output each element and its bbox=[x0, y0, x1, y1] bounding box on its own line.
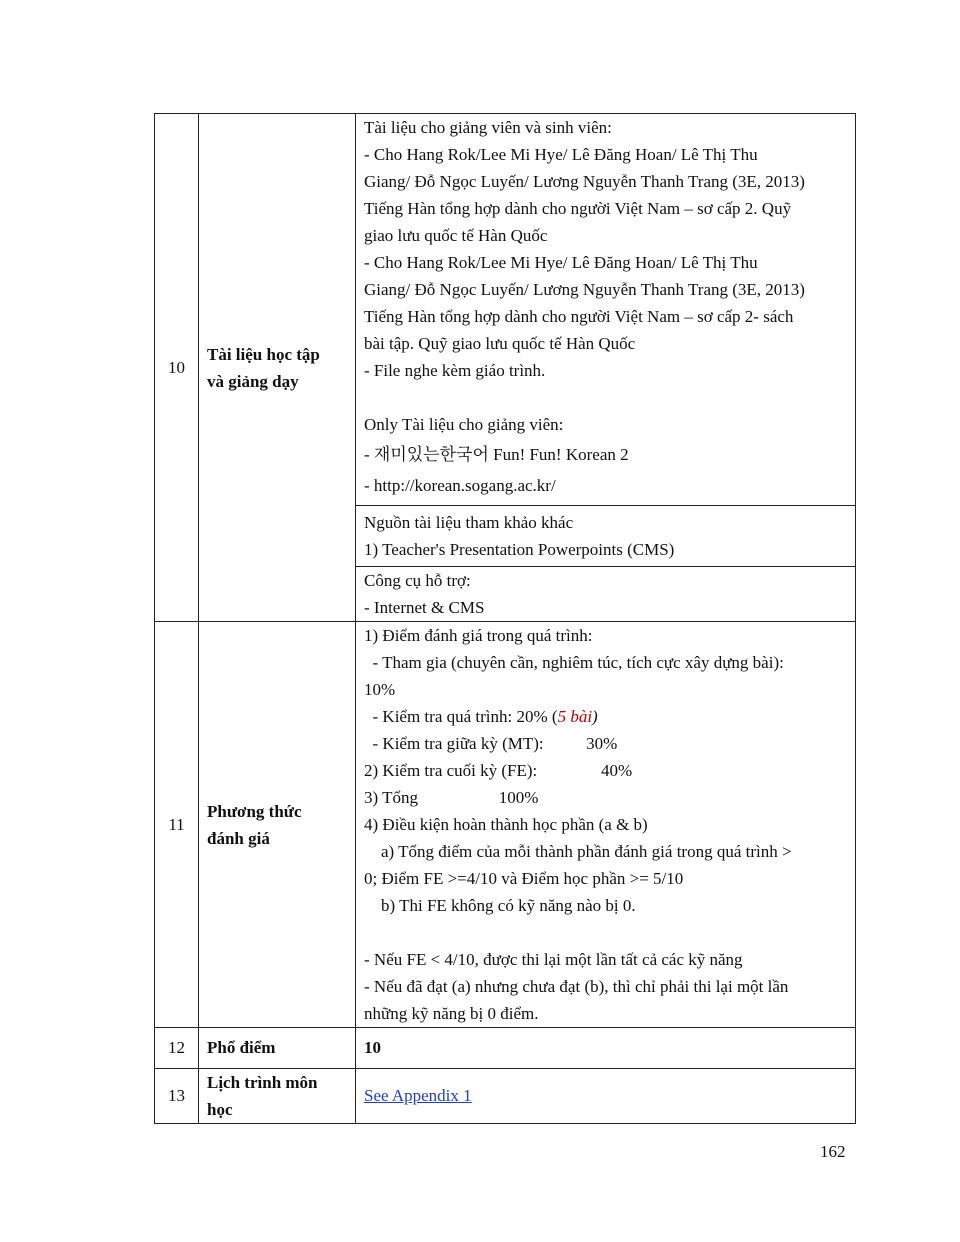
tools-cell bbox=[356, 567, 856, 622]
materials-line: - http://korean.sogang.ac.kr/ bbox=[364, 476, 556, 495]
assessment-text: ) bbox=[592, 707, 598, 726]
blank-line bbox=[364, 384, 855, 411]
row-number: 11 bbox=[155, 622, 199, 1028]
materials-cell bbox=[356, 114, 856, 506]
table-row bbox=[155, 1069, 856, 1124]
materials-line: Tiếng Hàn tổng hợp dành cho người Việt Nam – sơ cấp 2. Quỹ bbox=[364, 199, 792, 218]
row-label-line: đánh giá bbox=[207, 828, 270, 848]
row-label: Phổ điểm bbox=[199, 1028, 356, 1069]
materials-line: - File nghe kèm giáo trình. bbox=[364, 361, 546, 380]
assessment-line: 1) Điểm đánh giá trong quá trình: bbox=[364, 626, 593, 645]
row-label-line: Phương thức bbox=[207, 801, 302, 821]
materials-line: Only Tài liệu cho giảng viên: bbox=[364, 415, 564, 434]
assessment-line: - Kiểm tra giữa kỳ (MT): 30% bbox=[364, 734, 618, 753]
assessment-text: - Kiểm tra quá trình: 20% ( bbox=[364, 707, 558, 726]
grading-scale-value: 10 bbox=[356, 1028, 856, 1069]
assessment-cell bbox=[356, 622, 856, 1028]
assessment-line: - Tham gia (chuyên cần, nghiêm túc, tích cực xây dựng bài): bbox=[364, 653, 784, 672]
assessment-line: b) Thi FE không có kỹ năng nào bị 0. bbox=[364, 896, 636, 915]
materials-line: Tài liệu cho giảng viên và sinh viên: bbox=[364, 118, 612, 137]
tools-line: - Internet & CMS bbox=[364, 598, 485, 617]
materials-line: giao lưu quốc tế Hàn Quốc bbox=[364, 226, 548, 245]
schedule-cell bbox=[356, 1069, 856, 1124]
row-label-line: và giảng dạy bbox=[207, 371, 299, 391]
references-line: 1) Teacher's Presentation Powerpoints (CMS) bbox=[364, 540, 675, 559]
page-number: 162 bbox=[820, 1142, 846, 1161]
tools-line: Công cụ hỗ trợ: bbox=[364, 571, 471, 590]
appendix-link[interactable]: See Appendix 1 bbox=[364, 1086, 472, 1105]
materials-line: - Cho Hang Rok/Lee Mi Hye/ Lê Đăng Hoan/ Lê Thị Thu bbox=[364, 145, 758, 164]
row-label bbox=[199, 622, 356, 1028]
references-cell bbox=[356, 506, 856, 567]
materials-line: Tiếng Hàn tổng hợp dành cho người Việt Nam – sơ cấp 2- sách bbox=[364, 307, 794, 326]
table-row bbox=[155, 622, 856, 1028]
assessment-line: 0; Điểm FE >=4/10 và Điểm học phần >= 5/10 bbox=[364, 869, 684, 888]
materials-line: - 재미있는한국어 Fun! Fun! Korean 2 bbox=[364, 445, 629, 464]
assessment-line bbox=[364, 703, 855, 730]
materials-line: - Cho Hang Rok/Lee Mi Hye/ Lê Đăng Hoan/ Lê Thị Thu bbox=[364, 253, 758, 272]
assessment-line: những kỹ năng bị 0 điểm. bbox=[364, 1004, 539, 1023]
row-label-line: học bbox=[207, 1100, 233, 1119]
row-number: 10 bbox=[155, 114, 199, 622]
assessment-line: - Nếu FE < 4/10, được thi lại một lần tất cả các kỹ năng bbox=[364, 950, 743, 969]
row-number: 12 bbox=[155, 1028, 199, 1069]
assessment-line: a) Tổng điểm của mỗi thành phần đánh giá trong quá trình > bbox=[364, 842, 792, 861]
row-label-line: Tài liệu học tập bbox=[207, 344, 320, 364]
row-number: 13 bbox=[155, 1069, 199, 1124]
materials-line: bài tập. Quỹ giao lưu quốc tế Hàn Quốc bbox=[364, 334, 636, 353]
row-label-line: Lịch trình môn bbox=[207, 1073, 318, 1092]
assessment-line: - Nếu đã đạt (a) nhưng chưa đạt (b), thì chỉ phải thi lại một lần bbox=[364, 977, 789, 996]
references-line: Nguồn tài liệu tham khảo khác bbox=[364, 513, 574, 532]
materials-line: Giang/ Đỗ Ngọc Luyến/ Lương Nguyễn Thanh Trang (3E, 2013) bbox=[364, 280, 805, 299]
blank-line bbox=[364, 919, 855, 946]
assessment-line: 10% bbox=[364, 680, 396, 699]
materials-line: Giang/ Đỗ Ngọc Luyến/ Lương Nguyễn Thanh Trang (3E, 2013) bbox=[364, 172, 805, 191]
assessment-line: 2) Kiểm tra cuối kỳ (FE): 40% bbox=[364, 761, 633, 780]
assessment-line: 4) Điều kiện hoàn thành học phần (a & b) bbox=[364, 815, 648, 834]
table-row bbox=[155, 114, 856, 506]
assessment-count: 5 bài bbox=[557, 707, 593, 726]
table-row bbox=[155, 1028, 856, 1069]
row-label bbox=[199, 114, 356, 622]
row-label bbox=[199, 1069, 356, 1124]
assessment-line: 3) Tổng 100% bbox=[364, 788, 539, 807]
syllabus-table bbox=[154, 113, 856, 1124]
